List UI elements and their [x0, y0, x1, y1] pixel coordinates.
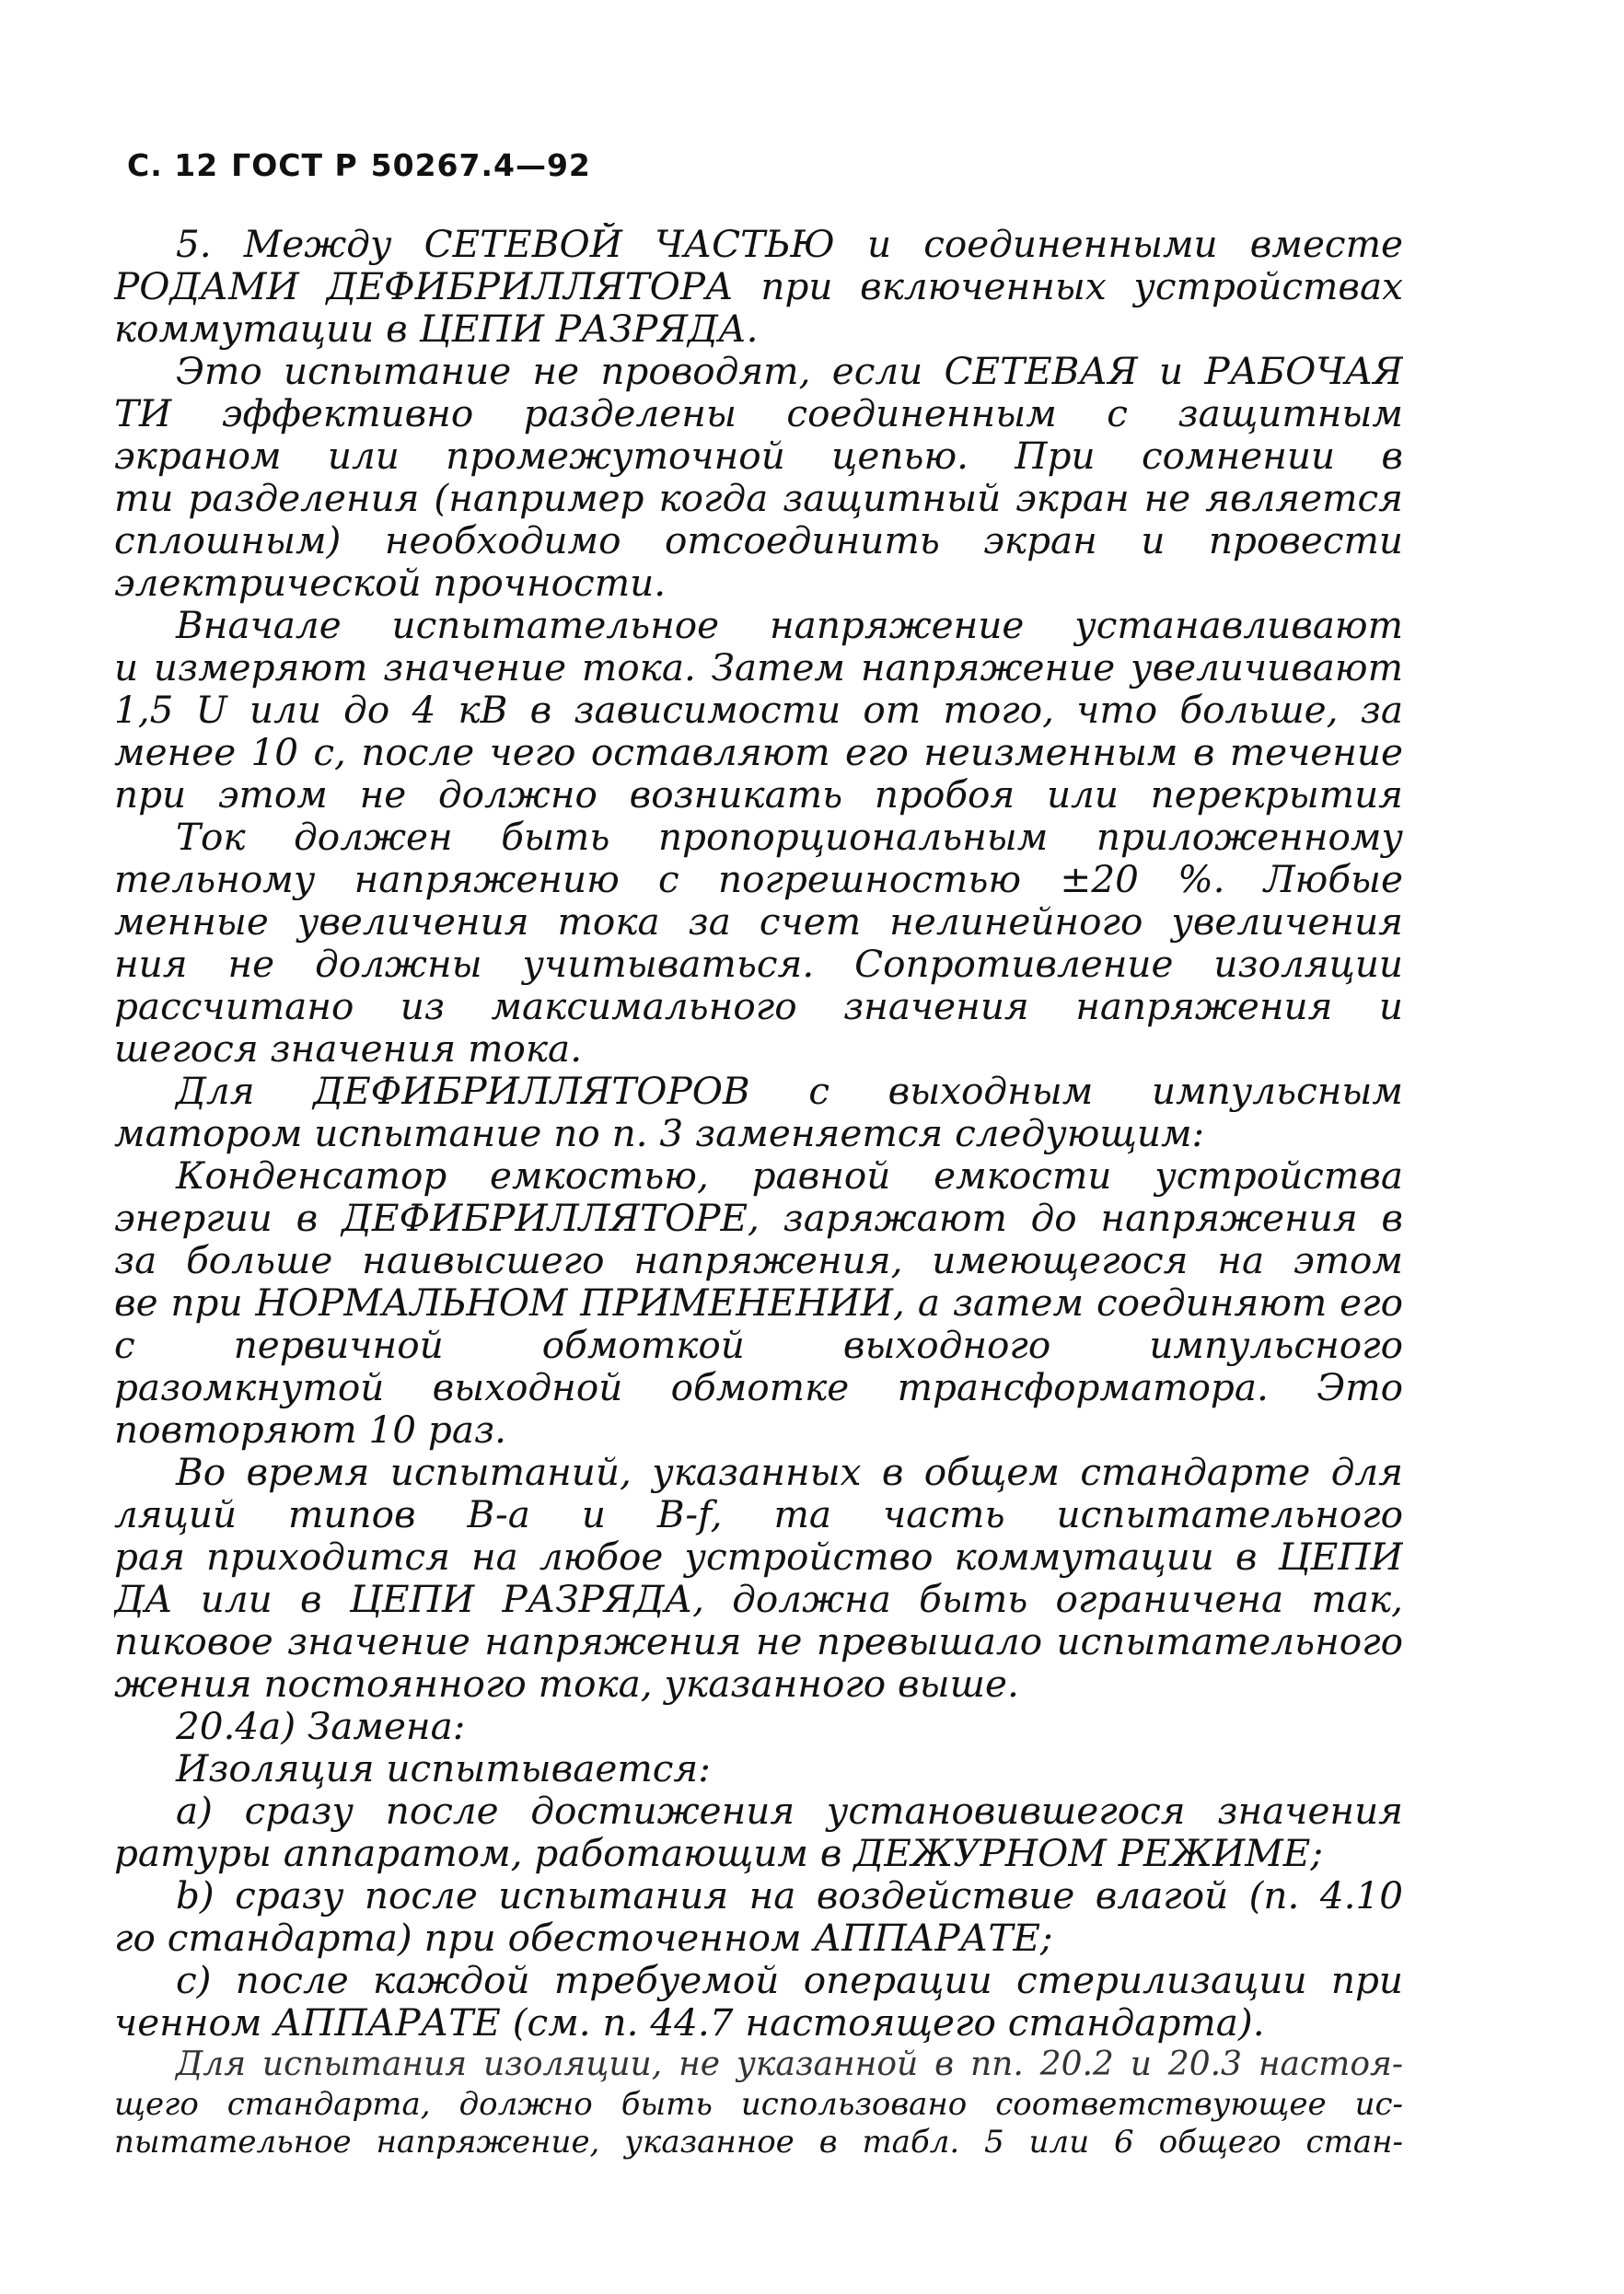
text-line: менее 10 с, после чего оставляют его неизменным в течение	[114, 731, 1403, 773]
text-line: экраном или промежуточной цепью. При сомнении в	[114, 434, 1403, 477]
text-line: рая приходится на любое устройство коммутации в ЦЕПИ	[114, 1535, 1403, 1578]
text-line: пиковое значение напряжения не превышало испытательного	[114, 1620, 1403, 1663]
text-line: пытательное напряжение, указанное в табл. 5 или 6 общего стан-	[114, 2124, 1403, 2161]
text-line: ти разделения (например когда защитный экран не является	[114, 477, 1403, 519]
text-line: повторяют 10 раз.	[114, 1408, 506, 1452]
text-line: Для испытания изоляции, не указанной в пп. 20.2 и 20.3 настоя-	[176, 2045, 1403, 2083]
text-line: Вначале испытательное напряжение устанавливают	[176, 604, 1403, 646]
text-line: электрической прочности.	[114, 561, 667, 605]
text-line: Ток должен быть пропорциональным приложенному	[176, 816, 1403, 858]
standard-number: 50267.4—92	[370, 147, 591, 183]
body-text	[114, 223, 1403, 2161]
text-line: ченном АППАРАТЕ (см. п. 44.7 настоящего стандарта).	[114, 2000, 1265, 2045]
text-line: го стандарта) при обесточенном АППАРАТЕ;	[114, 1916, 1053, 1960]
text-line: при этом не должно возникать пробоя или перекрытия	[114, 773, 1403, 816]
text-line: 1,5 U или до 4 кВ в зависимости от того, что больше, за	[114, 689, 1403, 731]
text-line: щего стандарта, должно быть использовано соответствующее ис-	[114, 2086, 1403, 2123]
text-line: ратуры аппаратом, работающим в ДЕЖУРНОМ РЕЖИМЕ;	[114, 1831, 1323, 1875]
page-header	[127, 147, 604, 183]
text-line: Конденсатор емкостью, равной емкости устройства	[176, 1154, 1403, 1197]
text-line: а) сразу после достижения установившегося значения	[176, 1790, 1403, 1832]
text-line: менные увеличения тока за счет нелинейного увеличения	[114, 900, 1403, 943]
text-line: ТИ эффективно разделены соединенным с защитным	[114, 392, 1403, 434]
text-line: и измеряют значение тока. Затем напряжение увеличивают	[114, 646, 1403, 689]
text-line: Во время испытаний, указанных в общем стандарте для	[176, 1451, 1403, 1493]
text-line: ния не должны учитываться. Сопротивление изоляции	[114, 943, 1403, 985]
text-line: с) после каждой требуемой операции стерилизации при	[176, 1959, 1403, 2001]
text-line: ляций типов B-a и B-f, та часть испытательного	[114, 1493, 1403, 1535]
text-line: ве при НОРМАЛЬНОМ ПРИМЕНЕНИИ, а затем соединяют его	[114, 1281, 1403, 1324]
text-line: с первичной обмоткой выходного импульсного	[114, 1324, 1403, 1366]
page-number: С. 12	[127, 147, 219, 183]
text-line: сплошным) необходимо отсоединить экран и провести	[114, 519, 1403, 562]
text-line: Это испытание не проводят, если СЕТЕВАЯ и РАБОЧАЯ	[176, 350, 1403, 392]
text-line: 5. Между СЕТЕВОЙ ЧАСТЬЮ и соединенными вместе	[176, 223, 1403, 265]
text-line: b) сразу после испытания на воздействие влагой (п. 4.10	[176, 1874, 1403, 1917]
text-line: за больше наивысшего напряжения, имеющегося на этом	[114, 1239, 1403, 1281]
text-line: разомкнутой выходной обмотке трансформатора. Это	[114, 1366, 1403, 1408]
text-line: тельному напряжению с погрешностью ±20 %. Любые	[114, 858, 1403, 900]
standard-label: ГОСТ Р	[231, 147, 358, 183]
text-line: жения постоянного тока, указанного выше.	[114, 1662, 1019, 1706]
text-line: коммутации в ЦЕПИ РАЗРЯДА.	[114, 307, 759, 351]
text-line: РОДАМИ ДЕФИБРИЛЛЯТОРА при включенных устройствах	[114, 265, 1403, 307]
text-line: Для ДЕФИБРИЛЛЯТОРОВ с выходным импульсным	[176, 1070, 1403, 1112]
text-line: ДА или в ЦЕПИ РАЗРЯДА, должна быть ограничена так,	[114, 1578, 1403, 1620]
text-line: рассчитано из максимального значения напряжения и	[114, 985, 1403, 1027]
text-line: Изоляция испытывается:	[176, 1746, 711, 1790]
text-line: энергии в ДЕФИБРИЛЛЯТОРЕ, заряжают до напряжения в	[114, 1197, 1403, 1239]
text-line: 20.4а) Замена:	[176, 1704, 466, 1748]
text-line: матором испытание по п. 3 заменяется следующим:	[114, 1111, 1205, 1155]
text-line: шегося значения тока.	[114, 1026, 583, 1071]
